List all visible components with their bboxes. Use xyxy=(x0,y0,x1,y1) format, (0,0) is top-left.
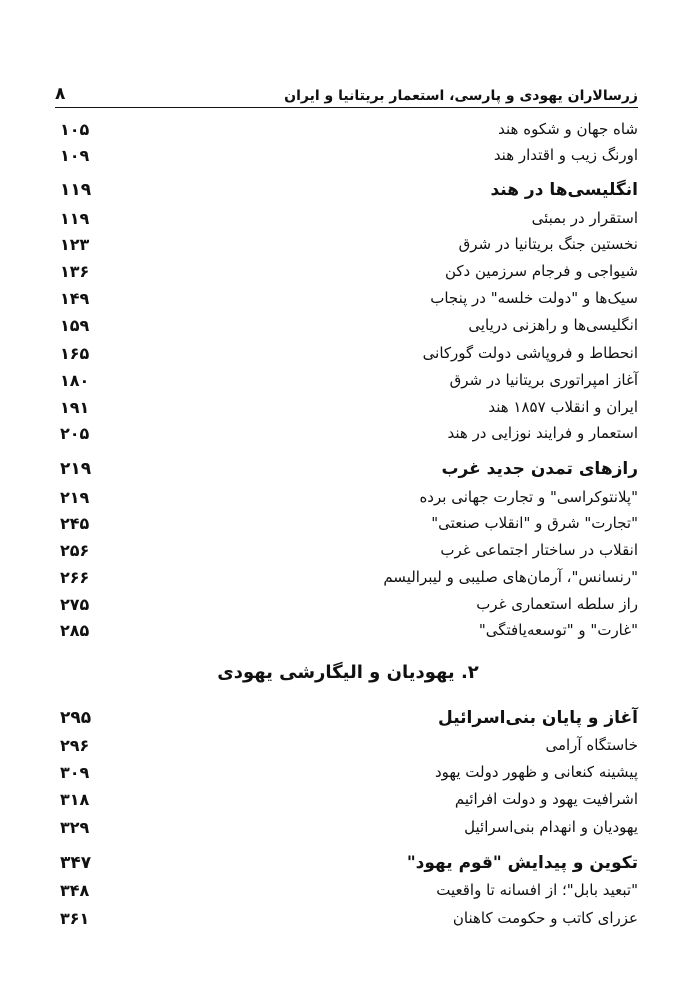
toc-entry-page: ۱۹۱ xyxy=(60,397,90,417)
toc-entry-title: سیک‌ها و "دولت خلسه" در پنجاب xyxy=(430,289,638,307)
toc-entry-page: ۳۲۹ xyxy=(60,817,90,837)
toc-entry-title: انگلیسی‌ها و راهزنی دریایی xyxy=(468,316,638,334)
toc-entry-title: انقلاب در ساختار اجتماعی غرب xyxy=(440,541,638,559)
toc-entry-page: ۲۱۹ xyxy=(60,459,92,479)
toc-entry-title: اشرافیت یهود و دولت افرائیم xyxy=(454,790,638,808)
toc-entry xyxy=(60,732,638,758)
toc-entry-title: "پلانتوکراسی" و تجارت جهانی برده xyxy=(419,488,638,506)
toc-entry xyxy=(60,905,638,931)
toc-entry-page: ۱۰۵ xyxy=(60,119,90,139)
toc-entry-title: راز سلطه استعماری غرب xyxy=(476,595,638,613)
toc-entry-title: شاه جهان و شکوه هند xyxy=(498,120,638,138)
toc-entry-title: عزرای کاتب و حکومت کاهنان xyxy=(452,909,638,927)
toc-entry xyxy=(60,759,638,785)
toc-entry xyxy=(60,116,638,142)
toc-entry-page: ۲۰۵ xyxy=(60,423,90,443)
toc-entry-title: آغاز و پایان بنی‌اسرائیل xyxy=(438,708,638,728)
toc-entry-title: استعمار و فرایند نوزایی در هند xyxy=(447,424,638,442)
toc-entry xyxy=(60,394,638,420)
toc-entry-page: ۲۵۶ xyxy=(60,540,90,560)
toc-entry xyxy=(60,537,638,563)
toc-entry-title: "رنسانس"، آرمان‌های صلیبی و لیبرالیسم xyxy=(383,568,638,586)
toc-entry-title: انگلیسی‌ها در هند xyxy=(490,180,638,200)
toc-entry-title: نخستین جنگ بریتانیا در شرق xyxy=(458,235,638,253)
toc-entry xyxy=(60,367,638,393)
toc-section-entry xyxy=(60,456,638,482)
toc-entry-title: ایران و انقلاب ۱۸۵۷ هند xyxy=(488,398,638,416)
toc-entry-page: ۲۴۵ xyxy=(60,513,90,533)
toc-entry xyxy=(60,312,638,338)
toc-entry-page: ۳۱۸ xyxy=(60,789,90,809)
toc-entry-page: ۲۱۹ xyxy=(60,487,90,507)
toc-entry-title: اورنگ زیب و اقتدار هند xyxy=(493,146,638,164)
toc-entry xyxy=(60,340,638,366)
toc-entry-page: ۲۶۶ xyxy=(60,567,90,587)
toc-entry xyxy=(60,285,638,311)
toc-entry-page: ۱۸۰ xyxy=(60,370,90,390)
toc-entry-title: رازهای تمدن جدید غرب xyxy=(441,459,638,479)
toc-entry-page: ۱۳۶ xyxy=(60,261,90,281)
toc-entry-title: شیواجی و فرجام سرزمین دکن xyxy=(445,262,638,280)
toc-entry-title: آغاز امپراتوری بریتانیا در شرق xyxy=(449,371,638,389)
toc-entry-title: تکوین و پیدایش "قوم یهود" xyxy=(406,853,638,873)
toc-entry xyxy=(60,564,638,590)
toc-entry-page: ۳۰۹ xyxy=(60,762,90,782)
toc-entry xyxy=(60,205,638,231)
toc-entry-title: استقرار در بمبئی xyxy=(531,209,638,227)
toc-entry-page: ۳۴۸ xyxy=(60,880,90,900)
toc-entry-page: ۱۴۹ xyxy=(60,288,90,308)
toc-section-entry xyxy=(60,177,638,203)
toc-section-entry xyxy=(60,850,638,876)
toc-entry xyxy=(60,617,638,643)
toc-entry-page: ۳۶۱ xyxy=(60,908,90,928)
toc-entry xyxy=(60,877,638,903)
toc-entry-title: خاستگاه آرامی xyxy=(545,736,638,754)
toc-entry-title: یهودیان و انهدام بنی‌اسرائیل xyxy=(464,818,638,836)
toc-entry-page: ۱۰۹ xyxy=(60,145,90,165)
toc-section-entry xyxy=(60,705,638,731)
toc-entry-page: ۲۹۵ xyxy=(60,708,92,728)
toc-entry xyxy=(60,786,638,812)
toc-entry xyxy=(60,258,638,284)
toc-entry-title: پیشینه کنعانی و ظهور دولت یهود xyxy=(435,763,638,781)
running-title: زرسالاران یهودی و پارسی، استعمار بریتانیا و ایران xyxy=(284,88,638,104)
toc-entry-title: "غارت" و "توسعه‌یافتگی" xyxy=(478,621,638,639)
toc-entry-page: ۱۲۳ xyxy=(60,234,90,254)
toc-entry xyxy=(60,591,638,617)
page-number: ۸ xyxy=(55,84,66,104)
toc-entry-page: ۱۱۹ xyxy=(60,180,92,200)
toc-entry xyxy=(60,420,638,446)
toc-entry-page: ۲۸۵ xyxy=(60,620,90,640)
toc-entry xyxy=(60,484,638,510)
toc-entry-title: "تجارت" شرق و "انقلاب صنعتی" xyxy=(431,514,638,532)
toc-entry xyxy=(60,510,638,536)
toc-entry xyxy=(60,814,638,840)
toc-entry xyxy=(60,142,638,168)
toc-entry-page: ۱۵۹ xyxy=(60,315,90,335)
toc-entry-page: ۲۷۵ xyxy=(60,594,90,614)
toc-entry-page: ۳۴۷ xyxy=(60,853,92,873)
toc-entry-page: ۱۱۹ xyxy=(60,208,90,228)
toc-entry xyxy=(60,231,638,257)
running-header xyxy=(55,82,638,108)
toc-entry-title: انحطاط و فروپاشی دولت گورکانی xyxy=(422,344,638,362)
toc-entry-page: ۲۹۶ xyxy=(60,735,90,755)
toc-entry-page: ۱۶۵ xyxy=(60,343,90,363)
toc-entry-title: "تبعید بابل"؛ از افسانه تا واقعیت xyxy=(436,881,638,899)
part-title: ۲. یهودیان و الیگارشی یهودی xyxy=(217,662,479,683)
